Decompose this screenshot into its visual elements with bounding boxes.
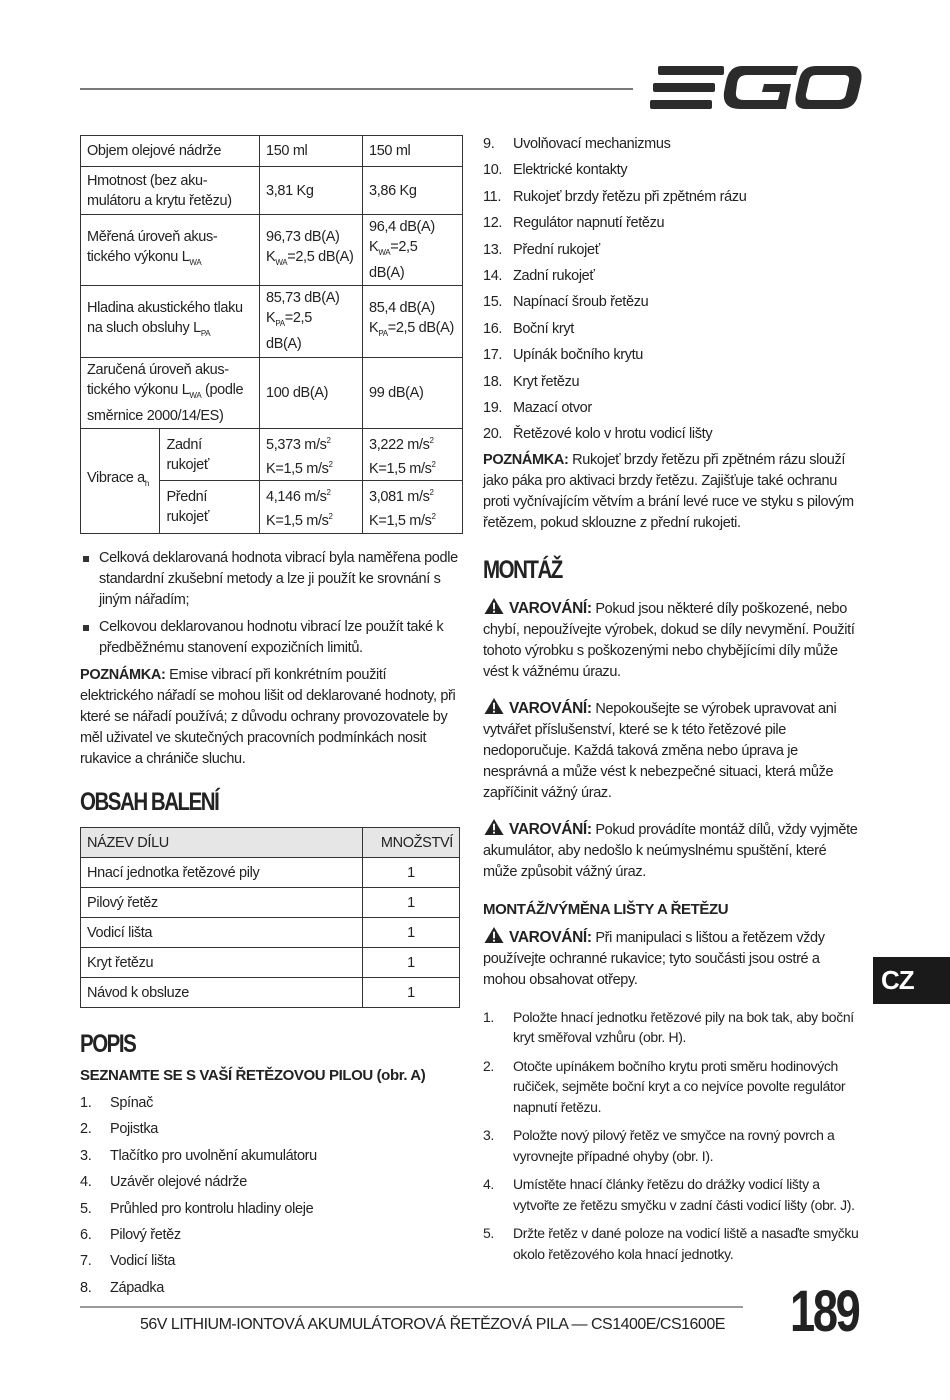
spec-sublabel: Zadní rukojeť — [160, 428, 260, 481]
table-row — [81, 215, 463, 286]
table-row — [81, 428, 463, 481]
spec-value: 85,73 dB(A) $K_{PA}=2,5$ dB(A) — [260, 285, 363, 357]
spec-value: 150 ml — [363, 136, 463, 167]
spec-value: 100 dB(A) — [260, 357, 363, 428]
warning-paragraph: VAROVÁNÍ: Nepokoušejte se výrobek upravovat ani vytvářet příslušenství, které se k této řetězové pile nedoporučuje. Každá taková změna nebo úprava je nesprávná a může vést k nebezpečné situaci, která může zapříčinit vážný úraz. — [483, 697, 863, 804]
parts-list-left — [80, 1094, 463, 1305]
warning-paragraph: VAROVÁNÍ: Pokud provádíte montáž dílů, vždy vyjměte akumulátor, aby nedošlo k neúmyslnému spuštění, které může způsobit vážný úraz. — [483, 818, 863, 883]
table-row — [81, 978, 460, 1008]
vibration-notes-list — [80, 548, 463, 659]
spec-value: 3,81 Kg — [260, 167, 363, 215]
part-qty: 1 — [363, 888, 460, 918]
spec-label: Hmotnost (bez aku- mulátoru a krytu řetězu) — [81, 167, 260, 215]
page-number: 189 — [790, 1279, 859, 1344]
bar-chain-heading: MONTÁŽ/VÝMĚNA LIŠTY A ŘETĚZU — [483, 900, 729, 918]
spec-label: Hladina akustického tlaku na sluch obsluhy $L_{PA}$ — [81, 285, 260, 357]
list-item: 10. Elektrické kontakty — [483, 162, 628, 179]
table-row — [81, 918, 460, 948]
spec-label: Vibrace $a_h$ — [81, 428, 160, 533]
part-name: Pilový řetěz — [81, 888, 363, 918]
list-item: 11. Rukojeť brzdy řetězu při zpětném rázu — [483, 188, 747, 205]
spec-value: 85,4 dB(A) $K_{PA}=2,5$ dB(A) — [363, 285, 463, 357]
part-name: Hnací jednotka řetězové pily — [81, 858, 363, 888]
warning-icon — [483, 697, 505, 715]
list-item: 15. Napínací šroub řetězu — [483, 294, 649, 311]
ego-logo — [650, 62, 862, 114]
table-row — [81, 285, 463, 357]
right-column — [483, 135, 863, 1272]
part-name: Návod k obsluze — [81, 978, 363, 1008]
spec-value: 99 dB(A) — [363, 357, 463, 428]
warning-paragraph: VAROVÁNÍ: Při manipulaci s lištou a řetězem vždy používejte ochranné rukavice; tyto součásti jsou ostré a mohou obsahovat otřepy. — [483, 926, 863, 991]
part-name: Vodicí lišta — [81, 918, 363, 948]
list-item: 6. Pilový řetěz — [80, 1227, 181, 1244]
warning-icon — [483, 818, 505, 836]
table-row — [81, 858, 460, 888]
assembly-steps — [483, 1007, 863, 1265]
spec-table — [80, 135, 463, 534]
spec-value: 5,373 $m/s^2$ K=1,5 $m/s^2$ — [260, 428, 363, 481]
spec-value: 3,081 $m/s^2$ K=1,5 $m/s^2$ — [363, 481, 463, 534]
spec-value: 96,73 dB(A) $K_{WA}=2,5$ dB(A) — [260, 215, 363, 286]
package-table — [80, 827, 460, 1008]
spec-value: 3,222 $m/s^2$ K=1,5 $m/s^2$ — [363, 428, 463, 481]
table-row — [81, 357, 463, 428]
spec-sublabel: Přední rukojeť — [160, 481, 260, 534]
parts-list-right — [483, 135, 863, 452]
spec-value: 4,146 $m/s^2$ K=1,5 $m/s^2$ — [260, 481, 363, 534]
table-header — [81, 828, 460, 858]
list-item: 3. Tlačítko pro uvolnění akumulátoru — [80, 1147, 317, 1164]
part-qty: 1 — [363, 858, 460, 888]
list-item: 16. Boční kryt — [483, 320, 574, 337]
spec-label: Objem olejové nádrže — [81, 136, 260, 167]
list-item: 8. Západka — [80, 1279, 164, 1296]
table-row — [81, 136, 463, 167]
header-rule — [80, 88, 633, 90]
part-name: Kryt řetězu — [81, 948, 363, 978]
column-header: NÁZEV DÍLU — [81, 828, 363, 858]
list-item: 14. Zadní rukojeť — [483, 267, 595, 284]
spec-label: Zaručená úroveň akus- tického výkonu $L_{WA}$ (podle směrnice 2000/14/ES) — [81, 357, 260, 428]
part-qty: 1 — [363, 918, 460, 948]
chain-brake-note: POZNÁMKA: Rukojeť brzdy řetězu při zpětném rázu slouží jako páka pro aktivaci brzdy řetězu. Zajišťuje také ochranu proti vyčnívajícím větvím a brání levé ruce ve styku s pilovým řetězem, pokud sklouzne z přední rukojeti. — [483, 451, 854, 531]
footer-rule — [80, 1306, 743, 1308]
list-item: 13. Přední rukojeť — [483, 241, 600, 258]
list-item: Celkovou deklarovanou hodnotu vibrací lze použít také k předběžnému stanovení expozičních limitů. — [80, 617, 463, 659]
list-item: 3. Položte nový pilový řetěz ve smyčce na rovný povrch a vyrovnejte případné ohyby (obr. I). — [483, 1127, 835, 1164]
table-row — [81, 888, 460, 918]
assembly-heading: MONTÁŽ — [483, 555, 562, 584]
spec-value: 96,4 dB(A) $K_{WA}=2,5$ dB(A) — [363, 215, 463, 286]
list-item: 2. Pojistka — [80, 1121, 158, 1138]
column-header: MNOŽSTVÍ — [363, 828, 460, 858]
list-item: 7. Vodicí lišta — [80, 1253, 176, 1270]
left-column — [80, 135, 463, 1305]
list-item: 19. Mazací otvor — [483, 399, 592, 416]
vibration-note: POZNÁMKA: Emise vibrací při konkrétním použití elektrického nářadí se mohou lišit od deklarované hodnoty, při které se nářadí používá; z důvodu ochrany provozovatele by měl uživatel ve skutečných pracovních podmínkách nosit rukavice a chrániče sluchu. — [80, 667, 456, 768]
list-item: 18. Kryt řetězu — [483, 373, 580, 390]
part-qty: 1 — [363, 978, 460, 1008]
description-heading: POPIS — [80, 1030, 136, 1059]
list-item: 1. Spínač — [80, 1095, 154, 1112]
spec-value: 150 ml — [260, 136, 363, 167]
list-item: 20. Řetězové kolo v hrotu vodicí lišty — [483, 426, 713, 443]
list-item: 4. Uzávěr olejové nádrže — [80, 1174, 247, 1191]
list-item: 2. Otočte upínákem bočního krytu proti směru hodinových ručiček, sejměte boční kryt a co nejvíce povolte regulátor napnutí řetězu. — [483, 1057, 846, 1115]
list-item: 9. Uvolňovací mechanizmus — [483, 136, 671, 152]
language-tab: CZ — [873, 957, 950, 1004]
warning-icon — [483, 926, 505, 944]
warning-icon — [483, 597, 505, 615]
list-item: Celková deklarovaná hodnota vibrací byla naměřena podle standardní zkušební metody a lze ji použít ke srovnání s jiným nářadím; — [80, 548, 463, 611]
spec-label: Měřená úroveň akus- tického výkonu $L_{WA}$ — [81, 215, 260, 286]
table-row — [81, 948, 460, 978]
footer-title: 56V LITHIUM-IONTOVÁ AKUMULÁTOROVÁ ŘETĚZOVÁ PILA — CS1400E/CS1600E — [140, 1316, 725, 1333]
spec-value: 3,86 Kg — [363, 167, 463, 215]
list-item: 5. Držte řetěz v dané poloze na vodicí liště a nasaďte smyčku okolo řetězového kola hnací jednotky. — [483, 1225, 859, 1262]
list-item: 12. Regulátor napnutí řetězu — [483, 215, 665, 232]
list-item: 5. Průhled pro kontrolu hladiny oleje — [80, 1200, 314, 1217]
package-heading: OBSAH BALENÍ — [80, 788, 219, 817]
list-item: 4. Umístěte hnací články řetězu do drážky vodicí lišty a vytvořte ze řetězu smyčku v zadní části vodicí lišty (obr. J). — [483, 1176, 855, 1213]
description-subheading: SEZNAMTE SE S VAŠÍ ŘETĚZOVOU PILOU (obr. A) — [80, 1067, 426, 1085]
list-item: 17. Upínák bočního krytu — [483, 347, 644, 364]
table-row — [81, 167, 463, 215]
part-qty: 1 — [363, 948, 460, 978]
list-item: 1. Položte hnací jednotku řetězové pily na bok tak, aby boční kryt směřoval vzhůru (obr. H). — [483, 1008, 854, 1046]
warning-paragraph: VAROVÁNÍ: Pokud jsou některé díly poškozené, nebo chybí, nepoužívejte výrobek, dokud se díly nevymění. Použití tohoto výrobku s poškozenými nebo chybějícími díly může vést k vážnému úrazu. — [483, 597, 863, 683]
